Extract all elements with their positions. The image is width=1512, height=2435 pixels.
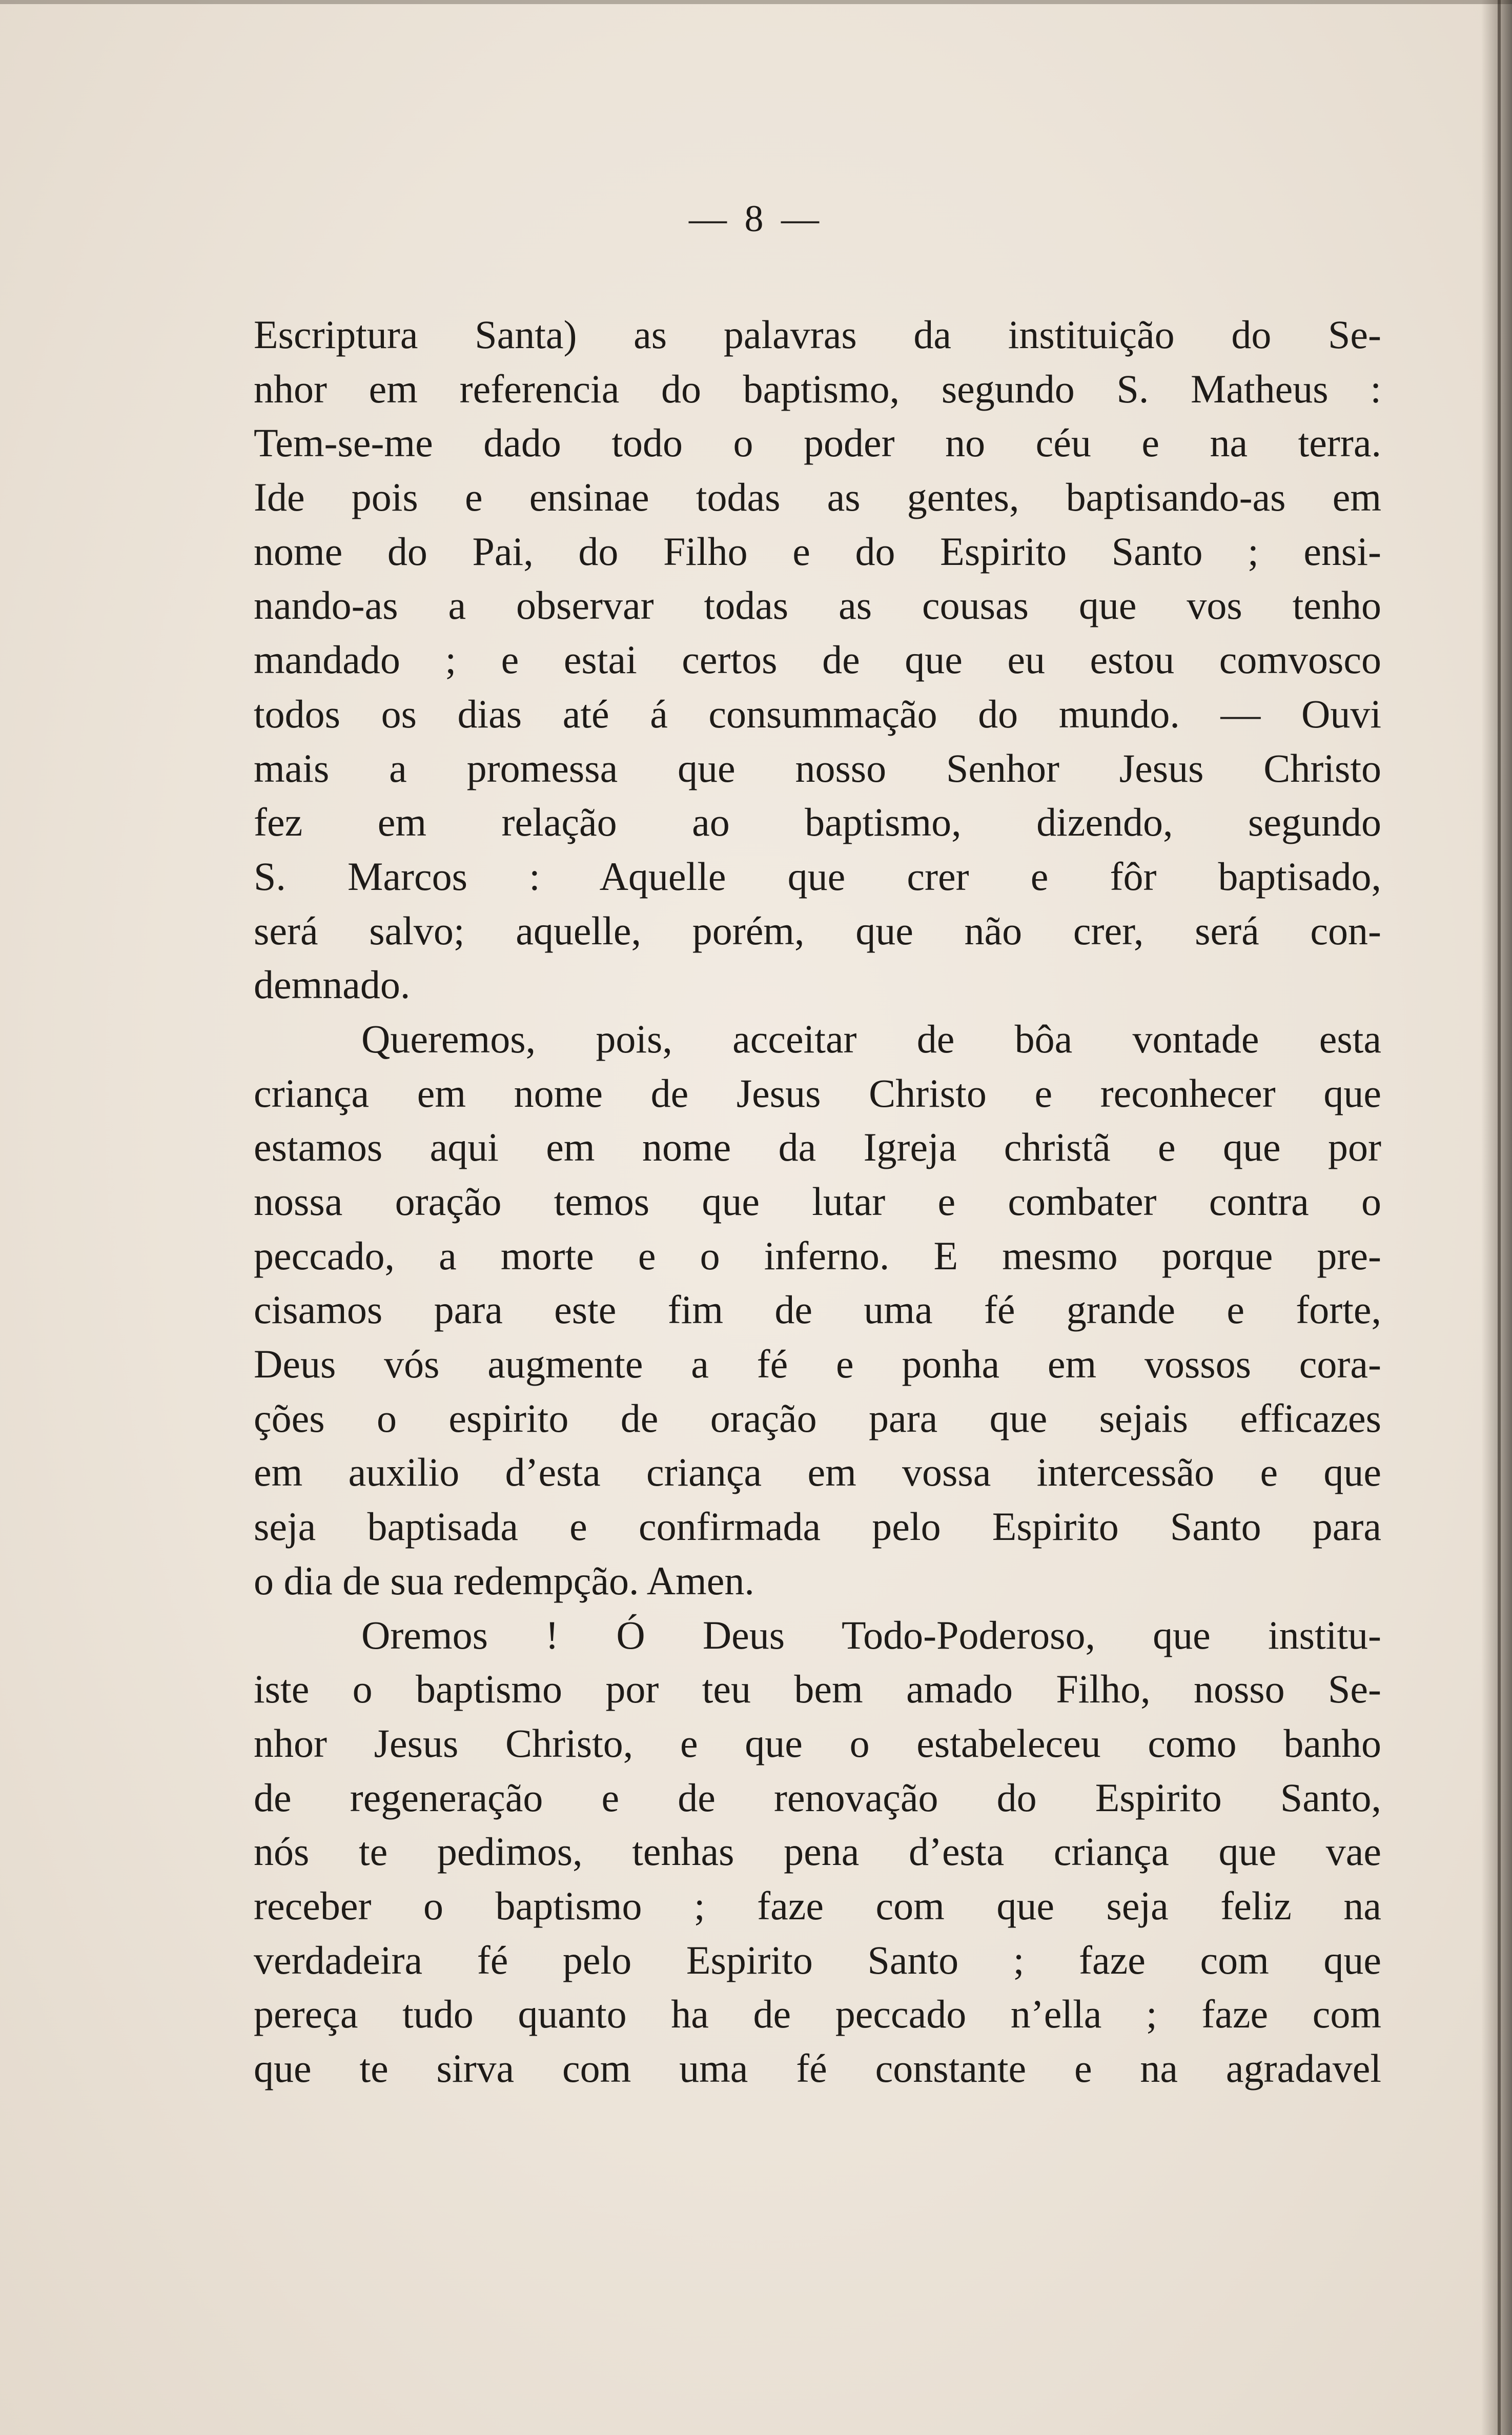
text-line: pereça tudo quanto ha de peccado n’ella ; faze com	[254, 1992, 1381, 2037]
text-line: Oremos ! Ó Deus Todo-Poderoso, que institu-	[361, 1612, 1381, 1657]
text-line: receber o baptismo ; faze com que seja feliz na	[254, 1883, 1381, 1928]
text-line: Queremos, pois, acceitar de bôa vontade esta	[361, 1016, 1381, 1061]
text-line: o dia de sua redempção. Amen.	[254, 1558, 754, 1603]
text-line: em auxilio d’esta criança em vossa intercessão e que	[254, 1450, 1381, 1495]
text-line: verdadeira fé pelo Espirito Santo ; faze com que	[254, 1937, 1381, 1982]
text-line: iste o baptismo por teu bem amado Filho, nosso Se-	[254, 1667, 1381, 1712]
text-line: ções o espirito de oração para que sejais efficazes	[254, 1395, 1381, 1440]
text-line: nhor Jesus Christo, e que o estabeleceu como banho	[254, 1720, 1381, 1766]
text-line: todos os dias até á consummação do mundo. — Ouvi	[254, 691, 1381, 736]
text-line: Escriptura Santa) as palavras da instituição do Se-	[254, 312, 1381, 357]
scan-edge-line	[1498, 0, 1501, 2435]
text-line: será salvo; aquelle, porém, que não crer, será con-	[254, 908, 1381, 953]
text-line: Deus vós augmente a fé e ponha em vossos cora-	[254, 1342, 1381, 1387]
body-text	[254, 308, 1381, 2096]
page-number: — 8 —	[689, 198, 823, 240]
text-line: peccado, a morte e o inferno. E mesmo porque pre-	[254, 1233, 1381, 1278]
text-line: mandado ; e estai certos de que eu estou comvosco	[254, 637, 1381, 682]
text-line: nós te pedimos, tenhas pena d’esta criança que vae	[254, 1829, 1381, 1874]
text-line: fez em relação ao baptismo, dizendo, segundo	[254, 800, 1381, 845]
text-line: de regeneração e de renovação do Espirito Santo,	[254, 1775, 1381, 1820]
text-line: Tem-se-me dado todo o poder no céu e na terra.	[254, 420, 1381, 465]
text-line: cisamos para este fim de uma fé grande e forte,	[254, 1287, 1381, 1332]
text-line: nhor em referencia do baptismo, segundo S. Matheus :	[254, 366, 1381, 411]
text-line: nome do Pai, do Filho e do Espirito Santo ; ensi-	[254, 529, 1381, 574]
text-line: nando-as a observar todas as cousas que vos tenho	[254, 583, 1381, 628]
text-line: mais a promessa que nosso Senhor Jesus Christo	[254, 745, 1381, 790]
text-line: que te sirva com uma fé constante e na agradavel	[254, 2046, 1381, 2091]
text-line: nossa oração temos que lutar e combater contra o	[254, 1179, 1381, 1224]
text-line: estamos aqui em nome da Igreja christã e que por	[254, 1125, 1381, 1170]
text-line: demnado.	[254, 962, 411, 1007]
text-line: S. Marcos : Aquelle que crer e fôr baptisado,	[254, 854, 1381, 899]
scan-edge-top	[0, 0, 1512, 4]
scan-edge-shadow	[1481, 0, 1512, 2435]
text-line: criança em nome de Jesus Christo e reconhecer que	[254, 1070, 1381, 1115]
text-line: Ide pois e ensinae todas as gentes, baptisando-as em	[254, 475, 1381, 520]
text-line: seja baptisada e confirmada pelo Espirito Santo para	[254, 1504, 1381, 1549]
